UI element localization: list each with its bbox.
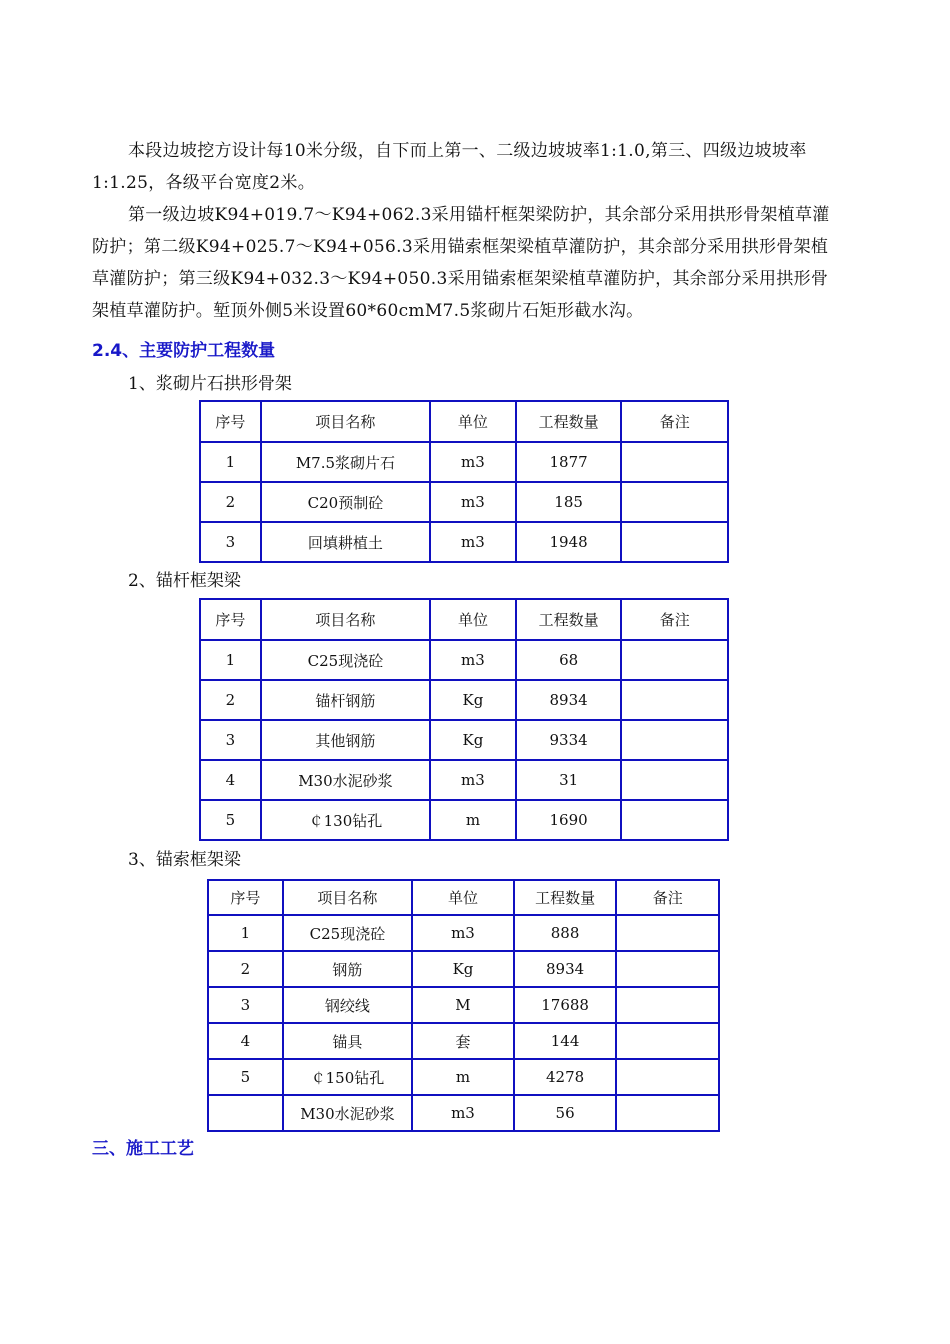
table-row bbox=[200, 640, 728, 680]
cell-unit: M bbox=[412, 987, 514, 1023]
col-header-quantity: 工程数量 bbox=[516, 401, 622, 442]
cell-unit: m bbox=[430, 800, 516, 840]
col-header-unit: 单位 bbox=[430, 599, 516, 640]
cell-index: 1 bbox=[200, 640, 261, 680]
cell-quantity: 1690 bbox=[516, 800, 622, 840]
col-header-unit: 单位 bbox=[412, 880, 514, 915]
cell-quantity: 1877 bbox=[516, 442, 622, 482]
cell-unit: m3 bbox=[430, 442, 516, 482]
col-header-remark: 备注 bbox=[621, 401, 728, 442]
cell-item: 回填耕植土 bbox=[261, 522, 430, 562]
cell-item: M30水泥砂浆 bbox=[283, 1095, 413, 1131]
cell-unit: Kg bbox=[430, 680, 516, 720]
cell-index: 1 bbox=[200, 442, 261, 482]
cell-remark bbox=[621, 640, 728, 680]
cell-quantity: 1948 bbox=[516, 522, 622, 562]
table-row bbox=[200, 482, 728, 522]
cell-quantity: 144 bbox=[514, 1023, 617, 1059]
cell-index: 4 bbox=[200, 760, 261, 800]
table-anchor-cable-frame bbox=[207, 879, 720, 1132]
cell-quantity: 56 bbox=[514, 1095, 617, 1131]
table-header-row bbox=[200, 401, 728, 442]
cell-index: 5 bbox=[208, 1059, 283, 1095]
table-row bbox=[200, 680, 728, 720]
cell-item: C25现浇砼 bbox=[283, 915, 413, 951]
table3-caption: 3、锚索框架梁 bbox=[128, 850, 241, 870]
table-row bbox=[208, 915, 719, 951]
table-anchor-bolt-frame bbox=[199, 598, 729, 841]
cell-remark bbox=[621, 442, 728, 482]
cell-unit: Kg bbox=[412, 951, 514, 987]
cell-index: 2 bbox=[208, 951, 283, 987]
cell-item: 钢筋 bbox=[283, 951, 413, 987]
cell-remark bbox=[616, 951, 719, 987]
cell-index: 4 bbox=[208, 1023, 283, 1059]
table-header-row bbox=[200, 599, 728, 640]
table-row bbox=[208, 1023, 719, 1059]
col-header-index: 序号 bbox=[200, 599, 261, 640]
cell-item: C25现浇砼 bbox=[261, 640, 430, 680]
cell-item: C20预制砼 bbox=[261, 482, 430, 522]
cell-quantity: 185 bbox=[516, 482, 622, 522]
cell-unit: m3 bbox=[430, 640, 516, 680]
cell-quantity: 8934 bbox=[516, 680, 622, 720]
table-row bbox=[200, 442, 728, 482]
table2-caption: 2、锚杆框架梁 bbox=[128, 571, 241, 591]
cell-unit: m bbox=[412, 1059, 514, 1095]
col-header-item: 项目名称 bbox=[283, 880, 413, 915]
cell-item: ￠130钻孔 bbox=[261, 800, 430, 840]
section-heading: 2.4、主要防护工程数量 bbox=[92, 341, 276, 361]
col-header-quantity: 工程数量 bbox=[516, 599, 622, 640]
cell-index: 5 bbox=[200, 800, 261, 840]
cell-remark bbox=[621, 720, 728, 760]
cell-remark bbox=[621, 680, 728, 720]
paragraph-slope-grading: 本段边坡挖方设计每10米分级，自下而上第一、二级边坡坡率1:1.0,第三、四级边坡坡率1:1.25，各级平台宽度2米。 bbox=[92, 141, 807, 193]
table-row bbox=[200, 760, 728, 800]
cell-remark bbox=[616, 1023, 719, 1059]
cell-index: 2 bbox=[200, 482, 261, 522]
cell-unit: 套 bbox=[412, 1023, 514, 1059]
cell-item: 锚杆钢筋 bbox=[261, 680, 430, 720]
col-header-item: 项目名称 bbox=[261, 599, 430, 640]
col-header-item: 项目名称 bbox=[261, 401, 430, 442]
cell-item: 其他钢筋 bbox=[261, 720, 430, 760]
table-row bbox=[208, 951, 719, 987]
cell-item: 钢绞线 bbox=[283, 987, 413, 1023]
table-row bbox=[200, 800, 728, 840]
cell-item: 锚具 bbox=[283, 1023, 413, 1059]
cell-quantity: 888 bbox=[514, 915, 617, 951]
cell-unit: m3 bbox=[412, 915, 514, 951]
cell-quantity: 68 bbox=[516, 640, 622, 680]
cell-unit: Kg bbox=[430, 720, 516, 760]
table1-caption: 1、浆砌片石拱形骨架 bbox=[128, 374, 292, 394]
cell-index: 3 bbox=[200, 522, 261, 562]
cell-index: 1 bbox=[208, 915, 283, 951]
cell-quantity: 17688 bbox=[514, 987, 617, 1023]
cell-index: 3 bbox=[200, 720, 261, 760]
cell-quantity: 31 bbox=[516, 760, 622, 800]
table-row bbox=[208, 987, 719, 1023]
table-row bbox=[208, 1059, 719, 1095]
next-section-heading: 三、施工工艺 bbox=[92, 1139, 194, 1159]
cell-remark bbox=[616, 987, 719, 1023]
cell-index: 3 bbox=[208, 987, 283, 1023]
cell-item: M30水泥砂浆 bbox=[261, 760, 430, 800]
cell-remark bbox=[621, 482, 728, 522]
cell-unit: m3 bbox=[430, 760, 516, 800]
col-header-remark: 备注 bbox=[616, 880, 719, 915]
table-masonry-arch-frame bbox=[199, 400, 729, 563]
cell-remark bbox=[621, 522, 728, 562]
cell-unit: m3 bbox=[430, 482, 516, 522]
cell-unit: m3 bbox=[412, 1095, 514, 1131]
table-header-row bbox=[208, 880, 719, 915]
cell-quantity: 9334 bbox=[516, 720, 622, 760]
table-row bbox=[200, 720, 728, 760]
cell-remark bbox=[616, 1059, 719, 1095]
cell-remark bbox=[621, 800, 728, 840]
cell-index: 2 bbox=[200, 680, 261, 720]
cell-quantity: 8934 bbox=[514, 951, 617, 987]
cell-remark bbox=[616, 1095, 719, 1131]
cell-remark bbox=[621, 760, 728, 800]
cell-remark bbox=[616, 915, 719, 951]
col-header-quantity: 工程数量 bbox=[514, 880, 617, 915]
table-row bbox=[200, 522, 728, 562]
col-header-index: 序号 bbox=[208, 880, 283, 915]
cell-quantity: 4278 bbox=[514, 1059, 617, 1095]
col-header-remark: 备注 bbox=[621, 599, 728, 640]
col-header-unit: 单位 bbox=[430, 401, 516, 442]
paragraph-protection-scheme: 第一级边坡K94+019.7～K94+062.3采用锚杆框架梁防护，其余部分采用拱形骨架植草灌防护；第二级K94+025.7～K94+056.3采用锚索框架梁植草灌防护，其余部分采用拱形骨架植草灌防护；第三级K94+032.3～K94+050.3采用锚索框架梁植草灌防护，其余部分采用拱形骨架植草灌防护。堑顶外侧5米设置60*60cmM7.5浆砌片石矩形截水沟。 bbox=[92, 205, 830, 321]
col-header-index: 序号 bbox=[200, 401, 261, 442]
cell-item: M7.5浆砌片石 bbox=[261, 442, 430, 482]
table-row bbox=[208, 1095, 719, 1131]
cell-unit: m3 bbox=[430, 522, 516, 562]
cell-item: ￠150钻孔 bbox=[283, 1059, 413, 1095]
cell-index bbox=[208, 1095, 283, 1131]
